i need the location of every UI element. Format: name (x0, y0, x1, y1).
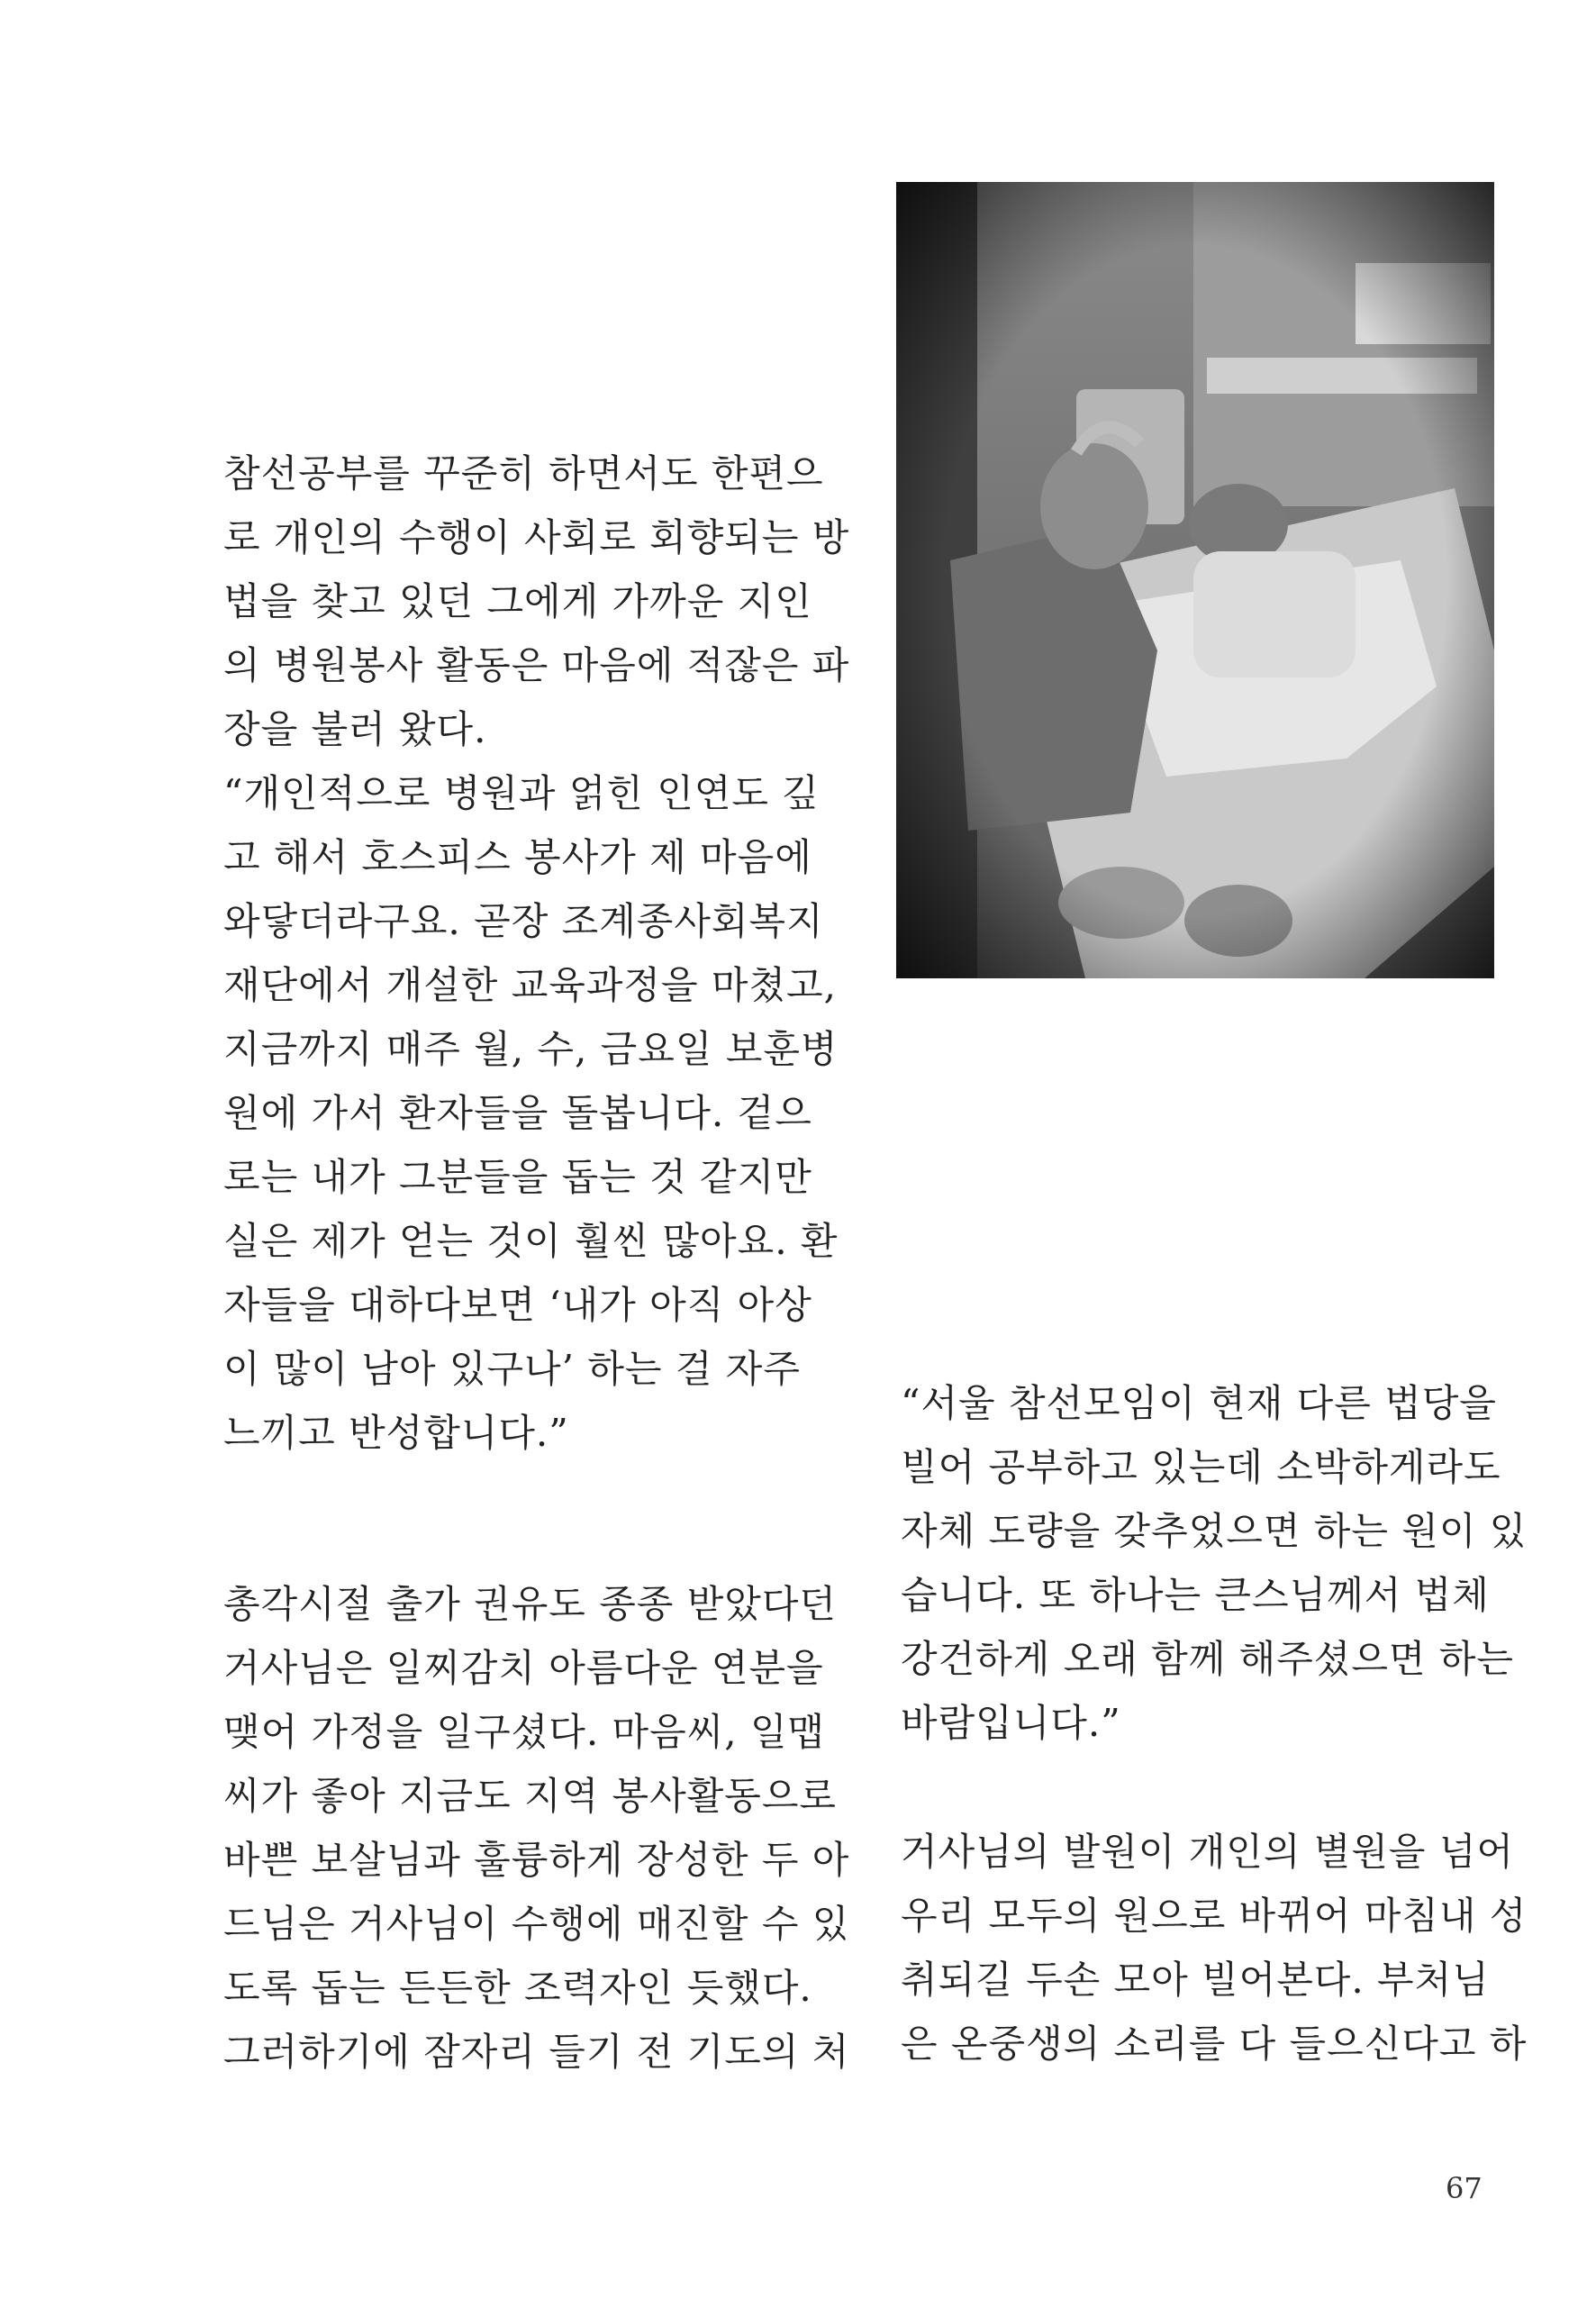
text-line: 로 개인의 수행이 사회로 회향되는 방 (223, 515, 850, 559)
text-line: 도록 돕는 든든한 조력자인 듯했다. (223, 1966, 812, 2010)
text-line: 바람입니다.” (901, 1701, 1121, 1745)
text-line: 총각시절 출가 권유도 종종 받았다던 (223, 1582, 837, 1626)
right-column-paragraph-2 (901, 1820, 1528, 2076)
right-column-paragraph-1 (901, 1371, 1528, 1755)
text-line: 느끼고 반성합니다.” (223, 1411, 569, 1455)
text-line: 자들을 대하다보면 ‘내가 아직 아상 (223, 1283, 812, 1327)
left-column-paragraph-2 (223, 1572, 850, 2084)
text-line: 드님은 거사님이 수행에 매진할 수 있 (223, 1902, 850, 1946)
text-line: 습니다. 또 하나는 큰스님께서 법체 (901, 1573, 1490, 1617)
text-line: 거사님은 일찌감치 아름다운 연분을 (223, 1646, 824, 1690)
text-line: 법을 찾고 있던 그에게 가까운 지인 (223, 579, 812, 623)
text-line: 거사님의 발원이 개인의 별원을 넘어 (901, 1830, 1514, 1874)
text-line: 실은 제가 얻는 것이 훨씬 많아요. 환 (223, 1219, 839, 1263)
text-line: 지금까지 매주 월, 수, 금요일 보훈병 (223, 1027, 839, 1071)
hospital-volunteer-photo (896, 182, 1494, 978)
left-column-paragraph-1 (223, 441, 850, 1465)
text-line: 씨가 좋아 지금도 지역 봉사활동으로 (223, 1774, 837, 1818)
text-line: 장을 불러 왔다. (223, 707, 487, 751)
text-line: 의 병원봉사 활동은 마음에 적잖은 파 (223, 643, 850, 687)
text-line: 로는 내가 그분들을 돕는 것 같지만 (223, 1155, 812, 1199)
text-line: “서울 참선모임이 현재 다른 법당을 (901, 1381, 1497, 1425)
text-line: 맺어 가정을 일구셨다. 마음씨, 일맵 (223, 1710, 826, 1754)
text-line: 그러하기에 잠자리 들기 전 기도의 처 (223, 2030, 850, 2074)
text-line: 강건하게 오래 함께 해주셨으면 하는 (901, 1637, 1514, 1681)
text-line: 재단에서 개설한 교육과정을 마쳤고, (223, 963, 837, 1007)
text-line: 빌어 공부하고 있는데 소박하게라도 (901, 1445, 1501, 1489)
text-line: 원에 가서 환자들을 돌봅니다. 겉으 (223, 1091, 812, 1135)
text-line: 우리 모두의 원으로 바뀌어 마침내 성 (901, 1894, 1528, 1938)
text-line: 은 온중생의 소리를 다 들으신다고 하 (901, 2022, 1528, 2066)
text-line: 고 해서 호스피스 봉사가 제 마음에 (223, 835, 812, 879)
page-number: 67 (1446, 2171, 1483, 2205)
text-line: 이 많이 남아 있구나’ 하는 걸 자주 (223, 1347, 801, 1391)
text-line: “개인적으로 병원과 얽힌 인연도 깊 (223, 771, 820, 815)
text-line: 바쁜 보살님과 훌륭하게 장성한 두 아 (223, 1838, 850, 1882)
text-line: 자체 도량을 갖추었으면 하는 원이 있 (901, 1509, 1528, 1553)
text-line: 취되길 두손 모아 빌어본다. 부처님 (901, 1958, 1490, 2002)
text-line: 참선공부를 꾸준히 하면서도 한편으 (223, 451, 824, 495)
text-line: 와닿더라구요. 곧장 조계종사회복지 (223, 899, 824, 943)
